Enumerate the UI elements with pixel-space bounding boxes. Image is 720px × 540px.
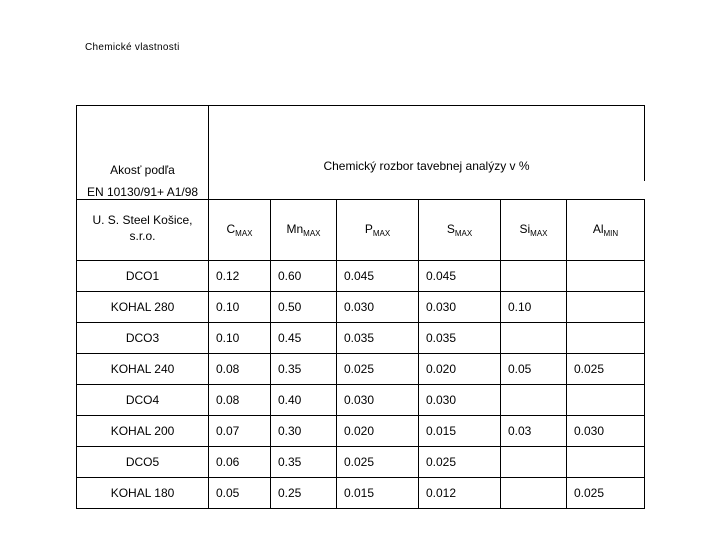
value-cell: 0.60	[271, 261, 337, 292]
value-cell: 0.030	[419, 292, 501, 323]
col-header-si: $Si_{MAX}$	[501, 200, 567, 261]
header-row-1	[77, 106, 645, 182]
value-cell: 0.40	[271, 385, 337, 416]
value-cell: 0.025	[337, 447, 419, 478]
value-cell: 0.030	[567, 416, 645, 447]
grade-cell: DCO4	[77, 385, 209, 416]
value-cell	[501, 261, 567, 292]
page-title: Chemické vlastnosti	[85, 42, 180, 53]
value-cell: 0.35	[271, 354, 337, 385]
value-cell: 0.030	[337, 292, 419, 323]
value-cell	[501, 323, 567, 354]
grade-header-line3b: s.r.o.	[129, 229, 156, 243]
value-cell: 0.025	[337, 354, 419, 385]
value-cell	[567, 292, 645, 323]
value-cell: 0.08	[209, 354, 271, 385]
grade-cell: DCO1	[77, 261, 209, 292]
value-cell: 0.025	[567, 478, 645, 509]
header-row-2	[77, 181, 645, 200]
table-row	[77, 292, 645, 323]
value-cell: 0.05	[209, 478, 271, 509]
value-cell: 0.015	[337, 478, 419, 509]
grade-header-company-cell	[77, 200, 209, 261]
value-cell	[567, 323, 645, 354]
chemical-properties-table	[76, 105, 645, 509]
value-cell: 0.025	[419, 447, 501, 478]
value-cell	[501, 478, 567, 509]
value-cell: 0.030	[337, 385, 419, 416]
grade-header-line2: EN 10130/91+ A1/98	[86, 185, 199, 199]
grade-cell: KOHAL 200	[77, 416, 209, 447]
value-cell: 0.45	[271, 323, 337, 354]
value-cell: 0.035	[419, 323, 501, 354]
analysis-gap-cell	[209, 181, 645, 200]
value-cell	[501, 447, 567, 478]
value-cell: 0.10	[501, 292, 567, 323]
value-cell: 0.10	[209, 323, 271, 354]
value-cell: 0.020	[419, 354, 501, 385]
value-cell: 0.030	[419, 385, 501, 416]
value-cell: 0.045	[337, 261, 419, 292]
value-cell: 0.025	[567, 354, 645, 385]
value-cell	[501, 385, 567, 416]
grade-cell: DCO3	[77, 323, 209, 354]
value-cell: 0.03	[501, 416, 567, 447]
table-row	[77, 354, 645, 385]
value-cell: 0.50	[271, 292, 337, 323]
col-header-al: $Al_{MIN}$	[567, 200, 645, 261]
value-cell	[567, 261, 645, 292]
col-header-s: $S_{MAX}$	[419, 200, 501, 261]
grade-cell: KOHAL 180	[77, 478, 209, 509]
col-header-p: $P_{MAX}$	[337, 200, 419, 261]
value-cell: 0.05	[501, 354, 567, 385]
analysis-header: Chemický rozbor tavebnej analýzy v %	[323, 159, 530, 173]
table-row	[77, 323, 645, 354]
grade-header-line3a: U. S. Steel Košice,	[92, 213, 193, 227]
table-row	[77, 416, 645, 447]
grade-header-norm-cell	[77, 181, 209, 200]
table-row	[77, 261, 645, 292]
grade-header-line1: Akosť podľa	[110, 163, 175, 177]
value-cell: 0.012	[419, 478, 501, 509]
grade-header-cell	[77, 106, 209, 182]
value-cell: 0.30	[271, 416, 337, 447]
col-header-mn: $Mn_{MAX}$	[271, 200, 337, 261]
value-cell: 0.06	[209, 447, 271, 478]
value-cell: 0.12	[209, 261, 271, 292]
value-cell: 0.08	[209, 385, 271, 416]
value-cell: 0.035	[337, 323, 419, 354]
value-cell: 0.35	[271, 447, 337, 478]
grade-cell: KOHAL 280	[77, 292, 209, 323]
grade-cell: DCO5	[77, 447, 209, 478]
value-cell: 0.020	[337, 416, 419, 447]
value-cell: 0.25	[271, 478, 337, 509]
value-cell: 0.10	[209, 292, 271, 323]
grade-cell: KOHAL 240	[77, 354, 209, 385]
analysis-header-cell	[209, 106, 645, 182]
table-row	[77, 447, 645, 478]
value-cell: 0.015	[419, 416, 501, 447]
table-row	[77, 478, 645, 509]
col-header-c: $C_{MAX}$	[209, 200, 271, 261]
value-cell: 0.07	[209, 416, 271, 447]
table-row	[77, 385, 645, 416]
table-body	[77, 261, 645, 509]
value-cell: 0.045	[419, 261, 501, 292]
value-cell	[567, 385, 645, 416]
header-row-3	[77, 200, 645, 261]
value-cell	[567, 447, 645, 478]
